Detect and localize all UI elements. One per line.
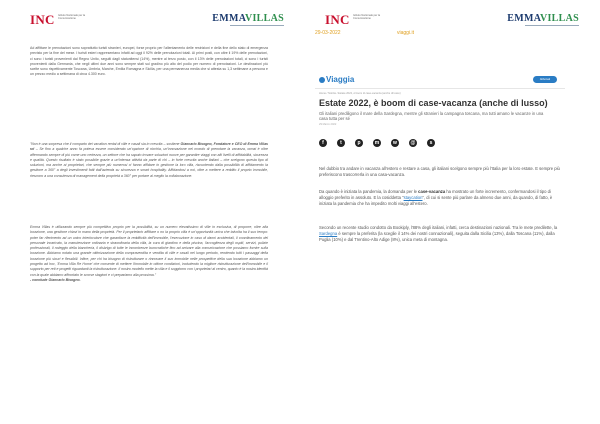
inc-logo-subtitle: Istituto Nazionale per la Comunicazione	[58, 14, 86, 21]
article-title: Estate 2022, è boom di case-vacanza (anche di lusso)	[319, 98, 548, 108]
inc-logo: INC	[30, 12, 55, 27]
quote-paragraph: "Non è una sorpresa che il comparto dei vacation rental di ville e casali sia in crescita – sostiene Giancarlo Bisogno, Fondatore e CEO di Emma Villas srl – Se fino a qualche anno fa poteva essere considerato un'opzione di nicchia, un'innovazione nel mondo di prenotare la vacanza, ormai è oltre affermando sempre di più come uno certezza, un settore che ha saputo trovare soluzioni nuove per garantire viaggi con alti livelli di affidabilità, sicurezza e qualità. Questo risultato è stato possibile grazie a un'intensa attività da parte di chi – in forte crescita anche italiani – che scelgono questa tipo di soluzioni, ma anche ai proprietari, che sempre più numerosi ci fanno affidare in gestione la loro villa, riscuotendo dalla possibilità di affidamento la gestione a 360° a degli investimenti fatti dall'azienda su sicurezza e smart hospitality. Affidandosi a noi, oltre a mettere a reddito il proprio immobile, riescono a una consulenza di management della proprietà a 360° per portare al meglio la collaborazione.	[30, 142, 268, 178]
page-header	[30, 12, 284, 34]
share-bar	[319, 139, 435, 147]
source-site: viaggi.it	[397, 30, 414, 36]
subscribe-button[interactable]: Abbonati	[533, 76, 557, 83]
article-paragraph: Ad affittare le prenotazioni sono soprattutto turisti stranieri, europei, forse proprio per l'allentamento delle restrizioni e della fine dello stato di emergenza previsto per la fine del mese. I turisti esteri rappresentano infatti ad oggi il 92% delle prenotazioni totali. Ai primi posti, con oltre il 19% delle prenotazioni, ci sono i turisti provenienti dal Regno Unito, seguiti dagli statunitensi (14%), mentre al terzo posto, con il 13% delle prenotazioni totali, ci sono i turisti provenienti dalla Germania, che negli ultimi due anni sono sempre stati sul gradino più alto del podio per numero di prenotazioni. Le destinazioni più scelte sono rispettivamente Toscana, Umbria, Marche, Emilia Romagna e Sicilia, per una permanenza media che si attesta su 1,3 settimane a persona e un prezzo medio a settimana di circa 4.300 euro.	[30, 46, 268, 77]
email-icon[interactable]: m	[374, 140, 380, 146]
logo-underline	[525, 25, 579, 26]
emma-villas-logo: EMMAVILLAS	[507, 13, 579, 24]
breadcrumb[interactable]: Home / Notizie / Estate 2022, è boom di case-vacanza (anche di lusso)	[319, 92, 401, 95]
page-header	[325, 12, 579, 34]
left-page	[10, 8, 290, 418]
article-subtitle: Gli italiani prediligono il mare della Sardegna, mentre gli stranieri la campagna toscana, ma tutti amano le vacanze in una casa tutta per sé	[319, 111, 544, 122]
right-page	[305, 8, 585, 418]
whatsapp-icon[interactable]: w	[391, 139, 399, 147]
twitter-icon[interactable]: t	[337, 139, 345, 147]
inc-logo: INC	[325, 12, 350, 27]
viaggia-logo-icon	[319, 77, 325, 83]
share-icon[interactable]: s	[427, 139, 435, 147]
staycation-link[interactable]: staycation	[403, 195, 423, 201]
publication-date: 29-03-2022	[315, 30, 341, 36]
article-date: 29 Marzo 2022	[319, 123, 337, 126]
viaggia-logo[interactable]: Viaggia	[319, 75, 354, 84]
article-paragraph-3: Secondo un recente studio condotto da Bookiply, l'88% degli italiani, infatti, cerca destinazioni nazionali. Tra le mete predilette, la Sardegna è sempre la preferita (la sceglie il 14% dei nostri connazionali), seguita dalla Sicilia (13%), dalla Toscana (11%), dalla Puglia (10%) e dal Trentino-Alto Adige (8%), unica meta di montagna.	[319, 225, 558, 243]
article-paragraph: Nel dubbio tra andare in vacanza all'estero e restare a casa, gli italiani scelgono sempre più l'Italia per la loro estate. E sempre più preferiscono trascorrerla in una casa-vacanza.	[319, 166, 560, 178]
emma-villas-logo: EMMAVILLAS	[212, 13, 284, 24]
logo-underline	[230, 25, 284, 26]
quote-paragraph-2: Emma Villas è utilizzando sempre più competitivo proprio per la possibilità, su un numero elevatissimo di ville in esclusiva, di proporre, oltre alla locazione, una gestione chiavi in mano della proprietà. Per il proprietario affittare o no la proprio villa è un'opportunità unica che talvolta ha il suo tempo: poter far riferimento ad un unico interlocutore che garantisce la redditività dell'immobile, l'esecuzione in caso di danni accidentali, il coordinamento del personale incaricato, la manutenzione ordinaria e straordinaria della villa, la cura di giardino e della piscina, l'accoglienza degli ospiti, servizi, pulizie professionali, il noleggio della biancheria, il disbrigo di tutte le incombenze burocratiche fino ad arrivare alla comunicazione che possiamo fornire sulla locazione. Abbiamo notato una grande ottimizzazione della compravendita e vendita di ville e casali nel lungo periodo, rendendo tutti i passaggi della locazione più sicuri e flessibili. Infine, per chi ha bisogno di ristrutturare o rinnovare il suo immobile nelle prospettive della sua locazione abbiamo un progetto ad hoc, 'Emma Villa Re Home' che consente di mettere l'immobile in ottime condizioni, includendo la migliore ristrutturazione dell'immobile e il supporto per reti e progetti riguardanti la ristrutturazione. Il nostro modello mette la villa e il soggiorno con i proprietari al centro, quanto è la nostra identità con la quale abbiamo affrontato le scorse stagioni e ci prepariamo alla prossima." - conclude Giancarlo Bisogno.	[30, 225, 268, 282]
article-paragraph-2: Da quando è iniziata la pandemia, la domanda per le case-vacanza ha mostrato un forte incremento, confermandosi il tipo di alloggio preferito in assoluto. E la cosiddetta "staycation", di cui si sente più parlare da almeno due anni, da quando, di fatto, è iniziata la pandemia che ha impedito molti viaggi all'estero.	[319, 189, 553, 207]
divider	[315, 88, 565, 89]
facebook-icon[interactable]: f	[319, 139, 327, 147]
pinterest-icon[interactable]: p	[355, 139, 363, 147]
sardegna-link[interactable]: Sardegna	[319, 231, 338, 237]
at-icon[interactable]: @	[410, 140, 416, 146]
inc-logo-subtitle: Istituto Nazionale per la Comunicazione	[353, 14, 381, 21]
